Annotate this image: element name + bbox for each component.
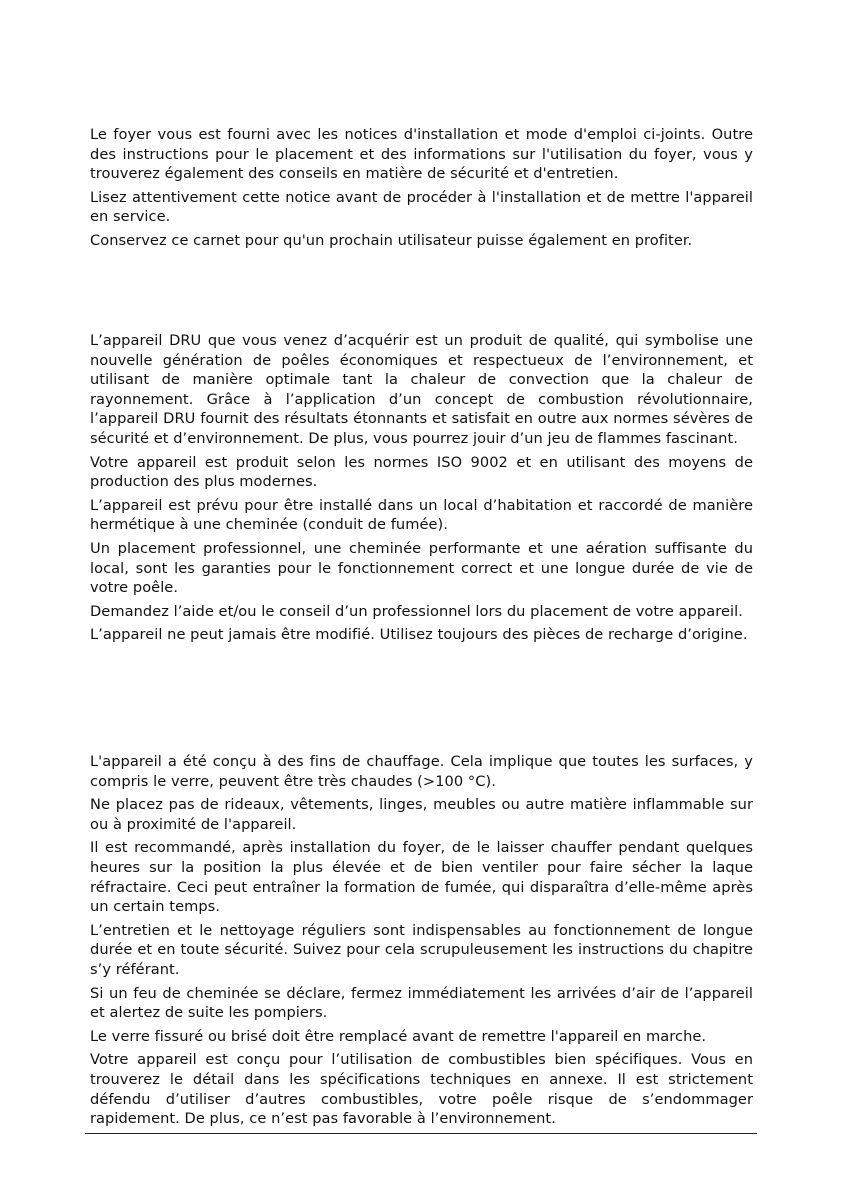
- safety-paragraph-2: Ne placez pas de rideaux, vêtements, linges, meubles ou autre matière inflammable sur ou à proximité de l'appareil.: [90, 796, 753, 833]
- safety-paragraph-5: Si un feu de cheminée se déclare, fermez immédiatement les arrivées d’air de l’appareil et alertez de suite les pompiers.: [90, 984, 753, 1022]
- intro-paragraph-3: Conservez ce carnet pour qu'un prochain utilisateur puisse également en profiter.: [90, 231, 693, 249]
- description-paragraph-3: L’appareil est prévu pour être installé dans un local d’habitation et raccordé de manière hermétique à une cheminée (conduit de fumée).: [90, 496, 753, 534]
- description-paragraph-2: Votre appareil est produit selon les normes ISO 9002 et en utilisant des moyens de production des plus modernes.: [90, 453, 753, 491]
- description-paragraph-6: L’appareil ne peut jamais être modifié. Utilisez toujours des pièces de recharge d’origine.: [90, 626, 748, 644]
- safety-paragraph-3: Il est recommandé, après installation du foyer, de le laisser chauffer pendant quelques heures sur la position la plus élevée et de bien ventiler pour faire sécher la laque réfractaire. Ceci peut entraîner la formation de fumée, qui disparaîtra d’elle-même après un certain temps.: [90, 839, 753, 916]
- safety-section: [90, 752, 753, 1133]
- safety-paragraph-1: L'appareil a été conçu à des fins de chauffage. Cela implique que toutes les surfaces, y compris le verre, peuvent être très chaudes (>100 °C).: [90, 753, 753, 790]
- description-paragraph-5: Demandez l’aide et/ou le conseil d’un professionnel lors du placement de votre appareil.: [90, 602, 743, 620]
- intro-section: [90, 125, 753, 255]
- description-paragraph-4: Un placement professionnel, une cheminée performante et une aération suffisante du local, sont les garanties pour le fonctionnement correct et une longue durée de vie de votre poêle.: [90, 539, 753, 597]
- safety-paragraph-4: L’entretien et le nettoyage réguliers sont indispensables au fonctionnement de longue durée et en toute sécurité. Suivez pour cela scrupuleusement les instructions du chapitre s’y référant.: [90, 921, 753, 978]
- intro-paragraph-2: Lisez attentivement cette notice avant de procéder à l'installation et de mettre l'appareil en service.: [90, 188, 753, 226]
- footer-divider: [85, 1133, 757, 1134]
- safety-paragraph-6: Le verre fissuré ou brisé doit être remplacé avant de remettre l'appareil en marche.: [90, 1027, 707, 1045]
- description-section: [90, 331, 753, 649]
- safety-paragraph-7: Votre appareil est conçu pour l’utilisation de combustibles bien spécifiques. Vous en trouverez le détail dans les spécifications techniques en annexe. Il est strictement défendu d’utiliser d’autres combustibles, votre poêle risque de s’endommager rapidement. De plus, ce n’est pas favorable à l’environnement.: [90, 1051, 753, 1128]
- intro-paragraph-1: Le foyer vous est fourni avec les notices d'installation et mode d'emploi ci-joints. Outre des instructions pour le placement et des informations sur l'utilisation du foyer, vous y trouverez également des conseils en matière de sécurité et d'entretien.: [90, 126, 753, 183]
- description-paragraph-1: L’appareil DRU que vous venez d’acquérir est un produit de qualité, qui symbolise une nouvelle génération de poêles économiques et respectueux de l’environnement, et utilisant de manière optimale tant la chaleur de convection que la chaleur de rayonnement. Grâce à l’application d’un concept de combustion révolutionnaire, l’appareil DRU fournit des résultats étonnants et satisfait en outre aux normes sévères de sécurité et d’environnement. De plus, vous pourrez jouir d’un jeu de flammes fascinant.: [90, 332, 753, 447]
